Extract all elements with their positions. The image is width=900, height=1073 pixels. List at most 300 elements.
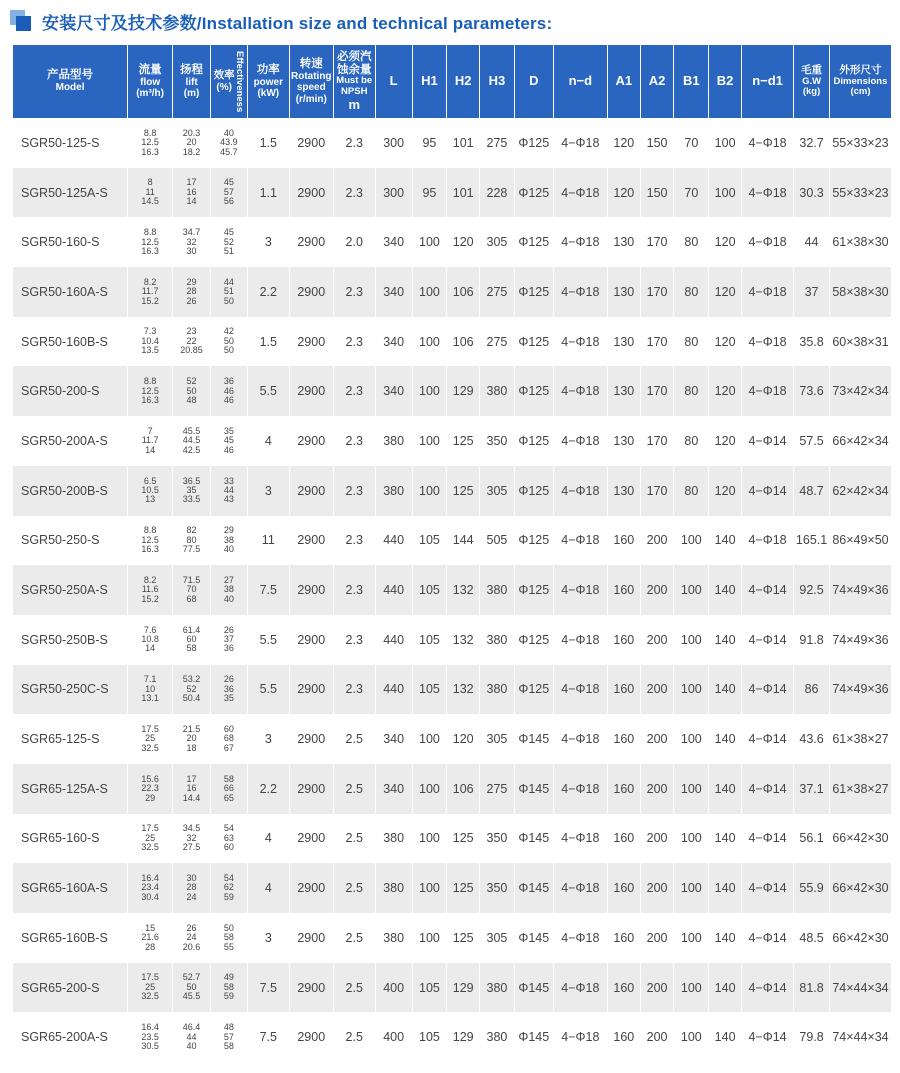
cell-dim: 86×49×50 bbox=[832, 533, 889, 548]
cell-lift-value: 16 bbox=[186, 783, 197, 794]
cell-D: Φ145 bbox=[514, 814, 553, 864]
table-row bbox=[13, 466, 891, 516]
cell-flow-value: 7 bbox=[147, 425, 153, 436]
cell-eff-value: 44 bbox=[223, 276, 234, 287]
cell-H3: 275 bbox=[480, 267, 515, 317]
header-B2: B2 bbox=[709, 45, 742, 118]
header-H2: H2 bbox=[447, 45, 480, 118]
cell-eff-value: 68 bbox=[223, 733, 234, 744]
cell-B2: 140 bbox=[709, 1012, 742, 1062]
cell-eff-value: 57 bbox=[223, 1031, 234, 1042]
cell-H3: 275 bbox=[480, 118, 515, 168]
cell-H2: 106 bbox=[447, 317, 480, 367]
cell-lift bbox=[173, 714, 211, 764]
cell-A1: 130 bbox=[607, 317, 640, 367]
cell-D: Φ125 bbox=[514, 466, 553, 516]
cell-npsh: 2.5 bbox=[333, 863, 375, 913]
cell-flow-value: 12.5 bbox=[141, 534, 159, 545]
cell-flow-value: 7.3 bbox=[143, 326, 157, 337]
cell-flow-value: 25 bbox=[145, 981, 156, 992]
cell-B2: 100 bbox=[709, 168, 742, 218]
cell-flow-value: 15.2 bbox=[141, 295, 159, 306]
cell-dim: 74×49×36 bbox=[832, 632, 889, 647]
cell-D: Φ125 bbox=[514, 665, 553, 715]
cell-flow bbox=[128, 665, 173, 715]
cell-lift-value: 17 bbox=[186, 773, 197, 784]
cell-flow-value: 12.5 bbox=[141, 137, 159, 148]
header-npsh: 必须汽 蚀余量 Must be NPSH m bbox=[333, 45, 375, 118]
cell-eff-value: 50 bbox=[223, 295, 234, 306]
cell-A1: 130 bbox=[607, 466, 640, 516]
header-dimensions: 外形尺寸 Dimensions (cm) bbox=[829, 45, 891, 118]
cell-eff-value: 45 bbox=[223, 227, 234, 238]
table-row bbox=[13, 516, 891, 566]
cell-lift-value: 33.5 bbox=[182, 494, 201, 505]
cell-dim: 74×49×36 bbox=[829, 665, 891, 715]
cell-model: SGR50-125-S bbox=[13, 118, 128, 168]
cell-dim: 66×42×30 bbox=[832, 930, 889, 945]
cell-eff bbox=[210, 217, 247, 267]
cell-flow bbox=[128, 516, 173, 566]
cell-eff-value: 59 bbox=[223, 891, 234, 902]
cell-nd1: 4−Φ14 bbox=[741, 615, 793, 665]
cell-B1: 100 bbox=[674, 665, 709, 715]
cell-flow-value: 16.3 bbox=[141, 395, 159, 405]
section-header bbox=[0, 0, 900, 40]
cell-B2: 120 bbox=[709, 267, 742, 317]
cell-nd1: 4−Φ14 bbox=[741, 466, 793, 516]
cell-D: Φ145 bbox=[514, 714, 553, 764]
cell-B2: 140 bbox=[709, 565, 742, 615]
cell-H2: 120 bbox=[447, 714, 480, 764]
cell-flow-value: 8.2 bbox=[143, 276, 157, 287]
cell-A1: 160 bbox=[607, 1012, 640, 1062]
cell-nd1: 4−Φ18 bbox=[741, 267, 793, 317]
cell-eff-value: 58 bbox=[223, 1040, 234, 1051]
cell-eff-value: 40 bbox=[223, 544, 234, 555]
cell-eff-value: 50 bbox=[223, 335, 234, 346]
cell-model: SGR65-160-S bbox=[13, 814, 128, 864]
cell-eff-value: 42 bbox=[223, 326, 234, 337]
cell-A1: 160 bbox=[607, 516, 640, 566]
cell-power: 3 bbox=[247, 466, 289, 516]
cell-dim: 62×42×34 bbox=[829, 466, 891, 516]
cell-L: 380 bbox=[375, 416, 412, 466]
cell-lift-value: 20 bbox=[186, 137, 197, 148]
cell-H1: 105 bbox=[412, 615, 447, 665]
cell-speed: 2900 bbox=[289, 317, 333, 367]
cell-D: Φ125 bbox=[514, 565, 553, 615]
cell-lift-value: 22 bbox=[186, 335, 197, 346]
cell-lift-value: 44 bbox=[186, 1031, 197, 1042]
cell-L: 380 bbox=[375, 913, 412, 963]
cell-eff bbox=[210, 168, 247, 218]
section-square-icon bbox=[10, 10, 32, 32]
cell-model: SGR65-200A-S bbox=[13, 1012, 128, 1062]
cell-model: SGR50-200B-S bbox=[13, 466, 128, 516]
cell-eff-value: 43 bbox=[223, 494, 234, 505]
cell-flow-value: 16.3 bbox=[141, 544, 159, 555]
cell-speed: 2900 bbox=[289, 516, 333, 566]
cell-eff bbox=[210, 615, 247, 665]
cell-flow-value: 7.6 bbox=[143, 624, 157, 635]
cell-eff-value: 54 bbox=[223, 823, 234, 834]
cell-flow-value: 8 bbox=[147, 177, 153, 188]
cell-B1: 80 bbox=[674, 416, 709, 466]
cell-power: 1.5 bbox=[247, 118, 289, 168]
cell-lift-value: 44.5 bbox=[182, 435, 201, 446]
header-model: 产品型号 Model bbox=[13, 45, 128, 118]
header-n-d1: n−d1 bbox=[741, 45, 793, 118]
cell-nd: 4−Φ18 bbox=[553, 565, 607, 615]
cell-nd: 4−Φ18 bbox=[553, 615, 607, 665]
cell-lift-value: 28 bbox=[186, 882, 197, 893]
cell-H1: 100 bbox=[412, 267, 447, 317]
cell-A2: 200 bbox=[640, 764, 674, 814]
cell-flow-value: 10 bbox=[145, 683, 156, 694]
cell-A2: 170 bbox=[640, 217, 674, 267]
cell-eff bbox=[210, 267, 247, 317]
cell-B1: 100 bbox=[674, 615, 709, 665]
cell-eff-value: 66 bbox=[223, 783, 234, 794]
cell-flow-value: 23.4 bbox=[141, 882, 159, 893]
cell-H3: 305 bbox=[480, 466, 515, 516]
cell-eff-value: 51 bbox=[223, 245, 234, 256]
cell-D: Φ145 bbox=[514, 963, 553, 1013]
cell-nd: 4−Φ18 bbox=[553, 168, 607, 218]
cell-H2: 125 bbox=[447, 466, 480, 516]
cell-A1: 130 bbox=[607, 217, 640, 267]
cell-power: 5.5 bbox=[247, 366, 289, 416]
cell-B2: 140 bbox=[709, 913, 742, 963]
cell-nd: 4−Φ18 bbox=[553, 863, 607, 913]
cell-lift-value: 21.5 bbox=[182, 723, 201, 734]
cell-dim: 74×49×36 bbox=[829, 565, 891, 615]
cell-H3: 228 bbox=[480, 168, 515, 218]
cell-A2: 200 bbox=[640, 665, 674, 715]
cell-B1: 80 bbox=[674, 267, 709, 317]
cell-lift-value: 20.6 bbox=[182, 941, 201, 952]
cell-nd1: 4−Φ14 bbox=[741, 565, 793, 615]
table-header-row bbox=[13, 45, 891, 118]
cell-nd: 4−Φ18 bbox=[553, 466, 607, 516]
cell-L: 380 bbox=[375, 466, 412, 516]
cell-nd1: 4−Φ14 bbox=[741, 764, 793, 814]
cell-flow-value: 30.4 bbox=[141, 891, 159, 902]
cell-model: SGR50-125A-S bbox=[13, 168, 128, 218]
cell-H3: 350 bbox=[480, 416, 515, 466]
cell-H3: 380 bbox=[480, 565, 515, 615]
cell-flow-value: 15.2 bbox=[141, 593, 159, 604]
cell-eff-value: 35 bbox=[223, 693, 234, 704]
cell-A1: 160 bbox=[607, 863, 640, 913]
cell-B1: 80 bbox=[674, 317, 709, 367]
cell-gw: 165.1 bbox=[794, 516, 830, 566]
cell-npsh: 2.5 bbox=[333, 913, 375, 963]
header-H3: H3 bbox=[480, 45, 515, 118]
cell-eff bbox=[210, 714, 247, 764]
cell-flow-value: 8.8 bbox=[143, 525, 157, 536]
cell-H3: 350 bbox=[480, 863, 515, 913]
cell-model: SGR50-160-S bbox=[13, 217, 128, 267]
cell-lift bbox=[173, 665, 211, 715]
cell-dim: 61×38×27 bbox=[829, 764, 891, 814]
cell-B2: 140 bbox=[709, 665, 742, 715]
cell-A2: 200 bbox=[640, 963, 674, 1013]
header-B1: B1 bbox=[674, 45, 709, 118]
cell-lift-value: 20.3 bbox=[182, 127, 201, 138]
cell-flow-value: 8.2 bbox=[143, 574, 157, 585]
cell-A2: 170 bbox=[640, 267, 674, 317]
table-row bbox=[13, 217, 891, 267]
cell-lift-value: 58 bbox=[186, 643, 197, 654]
cell-L: 400 bbox=[375, 1012, 412, 1062]
cell-flow-value: 28 bbox=[145, 941, 156, 952]
cell-eff bbox=[210, 317, 247, 367]
cell-B1: 100 bbox=[674, 863, 709, 913]
cell-H2: 129 bbox=[447, 963, 480, 1013]
cell-eff-value: 51 bbox=[223, 286, 234, 297]
cell-lift bbox=[173, 118, 211, 168]
cell-lift-value: 70 bbox=[186, 584, 197, 595]
table-row bbox=[13, 565, 891, 615]
cell-npsh: 2.3 bbox=[333, 416, 375, 466]
cell-A2: 200 bbox=[640, 814, 674, 864]
table-row bbox=[13, 168, 891, 218]
cell-nd1: 4−Φ14 bbox=[741, 963, 793, 1013]
cell-H2: 132 bbox=[447, 565, 480, 615]
cell-B2: 120 bbox=[709, 466, 742, 516]
cell-H2: 120 bbox=[447, 217, 480, 267]
cell-flow-value: 10.4 bbox=[141, 335, 159, 346]
cell-H1: 95 bbox=[412, 118, 447, 168]
cell-dim: 61×38×30 bbox=[832, 235, 889, 250]
cell-nd1: 4−Φ18 bbox=[741, 366, 793, 416]
cell-model: SGR50-200-S bbox=[13, 366, 128, 416]
cell-eff-value: 45 bbox=[223, 177, 234, 188]
cell-eff-value: 26 bbox=[223, 674, 234, 685]
cell-lift-value: 24 bbox=[186, 932, 197, 943]
cell-flow bbox=[128, 1012, 173, 1062]
cell-flow-value: 22.3 bbox=[141, 783, 159, 794]
cell-eff-value: 62 bbox=[223, 882, 234, 893]
cell-B2: 140 bbox=[709, 814, 742, 864]
cell-gw: 37 bbox=[794, 267, 830, 317]
cell-nd: 4−Φ18 bbox=[553, 963, 607, 1013]
cell-lift-value: 36.5 bbox=[182, 475, 201, 486]
header-speed: 转速 Rotating speed (r/min) bbox=[289, 45, 333, 118]
cell-npsh: 2.3 bbox=[333, 267, 375, 317]
cell-flow-value: 7.1 bbox=[143, 674, 157, 685]
cell-B1: 100 bbox=[674, 714, 709, 764]
cell-B1: 70 bbox=[674, 168, 709, 218]
cell-speed: 2900 bbox=[289, 416, 333, 466]
cell-lift-value: 32 bbox=[186, 236, 197, 247]
cell-flow-value: 15.6 bbox=[141, 773, 159, 784]
cell-L: 440 bbox=[375, 565, 412, 615]
cell-lift bbox=[173, 466, 211, 516]
cell-lift-value: 23 bbox=[186, 326, 197, 337]
cell-flow-value: 32.5 bbox=[141, 991, 159, 1002]
cell-lift-value: 68 bbox=[186, 593, 197, 604]
table-row bbox=[13, 913, 891, 963]
cell-H2: 129 bbox=[447, 366, 480, 416]
cell-power: 4 bbox=[247, 416, 289, 466]
cell-eff bbox=[210, 764, 247, 814]
cell-flow bbox=[128, 565, 173, 615]
cell-H3: 305 bbox=[480, 913, 515, 963]
cell-power: 5.5 bbox=[247, 665, 289, 715]
cell-lift-value: 24 bbox=[186, 891, 197, 902]
cell-lift-value: 20 bbox=[186, 733, 197, 744]
cell-H3: 305 bbox=[480, 217, 515, 267]
cell-A1: 160 bbox=[607, 963, 640, 1013]
cell-A2: 200 bbox=[640, 913, 674, 963]
cell-B2: 120 bbox=[709, 366, 742, 416]
cell-flow-value: 21.6 bbox=[141, 932, 159, 943]
cell-H2: 125 bbox=[447, 863, 480, 913]
cell-nd1: 4−Φ18 bbox=[741, 317, 793, 367]
cell-A1: 130 bbox=[607, 267, 640, 317]
cell-model: SGR65-160A-S bbox=[13, 863, 128, 913]
cell-speed: 2900 bbox=[289, 764, 333, 814]
cell-D: Φ125 bbox=[514, 217, 553, 267]
cell-nd1: 4−Φ14 bbox=[741, 863, 793, 913]
cell-A2: 200 bbox=[640, 565, 674, 615]
cell-lift bbox=[173, 863, 211, 913]
cell-A2: 170 bbox=[640, 466, 674, 516]
cell-H1: 100 bbox=[412, 416, 447, 466]
cell-eff-value: 46 bbox=[223, 385, 234, 396]
cell-H3: 380 bbox=[480, 1012, 515, 1062]
cell-L: 440 bbox=[375, 665, 412, 715]
cell-flow-value: 11.6 bbox=[141, 584, 159, 595]
cell-A1: 160 bbox=[607, 665, 640, 715]
cell-B1: 100 bbox=[674, 516, 709, 566]
cell-eff bbox=[210, 913, 247, 963]
cell-lift-value: 32 bbox=[186, 832, 197, 843]
table-row bbox=[13, 317, 891, 367]
table-body bbox=[13, 118, 891, 1062]
cell-nd1: 4−Φ18 bbox=[741, 168, 793, 218]
cell-npsh: 2.3 bbox=[333, 516, 375, 566]
cell-model: SGR65-125A-S bbox=[13, 764, 128, 814]
header-efficiency: 效率 (%) Effectiveness bbox=[210, 45, 247, 118]
cell-npsh: 2.3 bbox=[333, 168, 375, 218]
header-D: D bbox=[514, 45, 553, 118]
cell-eff-value: 55 bbox=[223, 941, 234, 952]
cell-flow-value: 13.1 bbox=[141, 693, 159, 704]
cell-flow-value: 17.5 bbox=[141, 972, 159, 983]
cell-model: SGR65-160B-S bbox=[13, 913, 128, 963]
cell-power: 3 bbox=[247, 913, 289, 963]
cell-lift-value: 20.85 bbox=[180, 345, 203, 356]
cell-lift-value: 28 bbox=[186, 286, 197, 297]
cell-flow-value: 23.5 bbox=[141, 1031, 159, 1042]
cell-nd: 4−Φ18 bbox=[553, 118, 607, 168]
cell-A2: 170 bbox=[640, 366, 674, 416]
cell-flow-value: 11.7 bbox=[141, 435, 159, 446]
cell-A1: 130 bbox=[607, 366, 640, 416]
cell-model: SGR50-250-S bbox=[13, 516, 128, 566]
cell-nd1: 4−Φ14 bbox=[741, 714, 793, 764]
cell-eff-value: 50 bbox=[223, 922, 234, 933]
cell-L: 400 bbox=[375, 963, 412, 1013]
cell-model: SGR50-250B-S bbox=[13, 615, 128, 665]
cell-eff-value: 60 bbox=[223, 723, 234, 734]
cell-D: Φ145 bbox=[514, 1012, 553, 1062]
cell-flow-value: 12.5 bbox=[141, 385, 159, 396]
cell-flow-value: 17.5 bbox=[141, 723, 159, 734]
cell-flow-value: 16.4 bbox=[141, 1022, 159, 1033]
cell-power: 3 bbox=[247, 217, 289, 267]
cell-nd1: 4−Φ14 bbox=[741, 1012, 793, 1062]
cell-flow-value: 15 bbox=[145, 922, 156, 933]
cell-H1: 100 bbox=[412, 714, 447, 764]
cell-eff-value: 60 bbox=[223, 842, 234, 853]
cell-H2: 144 bbox=[447, 516, 480, 566]
cell-gw: 55.9 bbox=[794, 863, 830, 913]
table-row bbox=[13, 1012, 891, 1062]
cell-nd: 4−Φ18 bbox=[553, 366, 607, 416]
cell-speed: 2900 bbox=[289, 665, 333, 715]
cell-B1: 80 bbox=[674, 466, 709, 516]
cell-eff-value: 52 bbox=[223, 236, 234, 247]
cell-dim: 73×42×34 bbox=[829, 366, 891, 416]
cell-dim: 58×38×30 bbox=[829, 267, 891, 317]
cell-speed: 2900 bbox=[289, 217, 333, 267]
cell-B2: 140 bbox=[709, 516, 742, 566]
cell-L: 340 bbox=[375, 317, 412, 367]
cell-lift bbox=[173, 963, 211, 1013]
cell-flow-value: 12.5 bbox=[141, 236, 159, 247]
cell-nd: 4−Φ18 bbox=[553, 714, 607, 764]
cell-npsh: 2.3 bbox=[333, 615, 375, 665]
cell-D: Φ125 bbox=[514, 615, 553, 665]
cell-eff-value: 59 bbox=[223, 991, 234, 1002]
cell-power: 3 bbox=[247, 714, 289, 764]
cell-H3: 350 bbox=[480, 814, 515, 864]
cell-eff-value: 38 bbox=[223, 584, 234, 595]
cell-eff-value: 44 bbox=[223, 484, 234, 495]
cell-eff-value: 36 bbox=[223, 683, 234, 694]
cell-lift-value: 30 bbox=[186, 245, 197, 256]
cell-B1: 70 bbox=[674, 118, 709, 168]
cell-H3: 380 bbox=[480, 366, 515, 416]
header-H1: H1 bbox=[412, 45, 447, 118]
cell-eff bbox=[210, 466, 247, 516]
cell-eff-value: 67 bbox=[223, 742, 234, 753]
cell-nd: 4−Φ18 bbox=[553, 665, 607, 715]
cell-H1: 100 bbox=[412, 764, 447, 814]
cell-H3: 275 bbox=[480, 317, 515, 367]
cell-nd1: 4−Φ18 bbox=[741, 217, 793, 267]
cell-D: Φ125 bbox=[514, 416, 553, 466]
cell-B2: 140 bbox=[709, 963, 742, 1013]
cell-flow-value: 14.5 bbox=[141, 196, 159, 207]
page-title: 安装尺寸及技术参数/Installation size and technical parameters: bbox=[42, 14, 553, 33]
cell-A1: 160 bbox=[607, 913, 640, 963]
cell-eff-value: 35 bbox=[223, 425, 234, 436]
cell-npsh: 2.5 bbox=[333, 764, 375, 814]
cell-npsh: 2.3 bbox=[333, 466, 375, 516]
cell-flow-value: 11 bbox=[145, 186, 155, 197]
cell-lift-value: 18 bbox=[186, 742, 197, 753]
cell-lift-value: 34.7 bbox=[182, 227, 201, 238]
cell-power: 1.5 bbox=[247, 317, 289, 367]
cell-lift bbox=[173, 764, 211, 814]
cell-lift bbox=[173, 317, 211, 367]
